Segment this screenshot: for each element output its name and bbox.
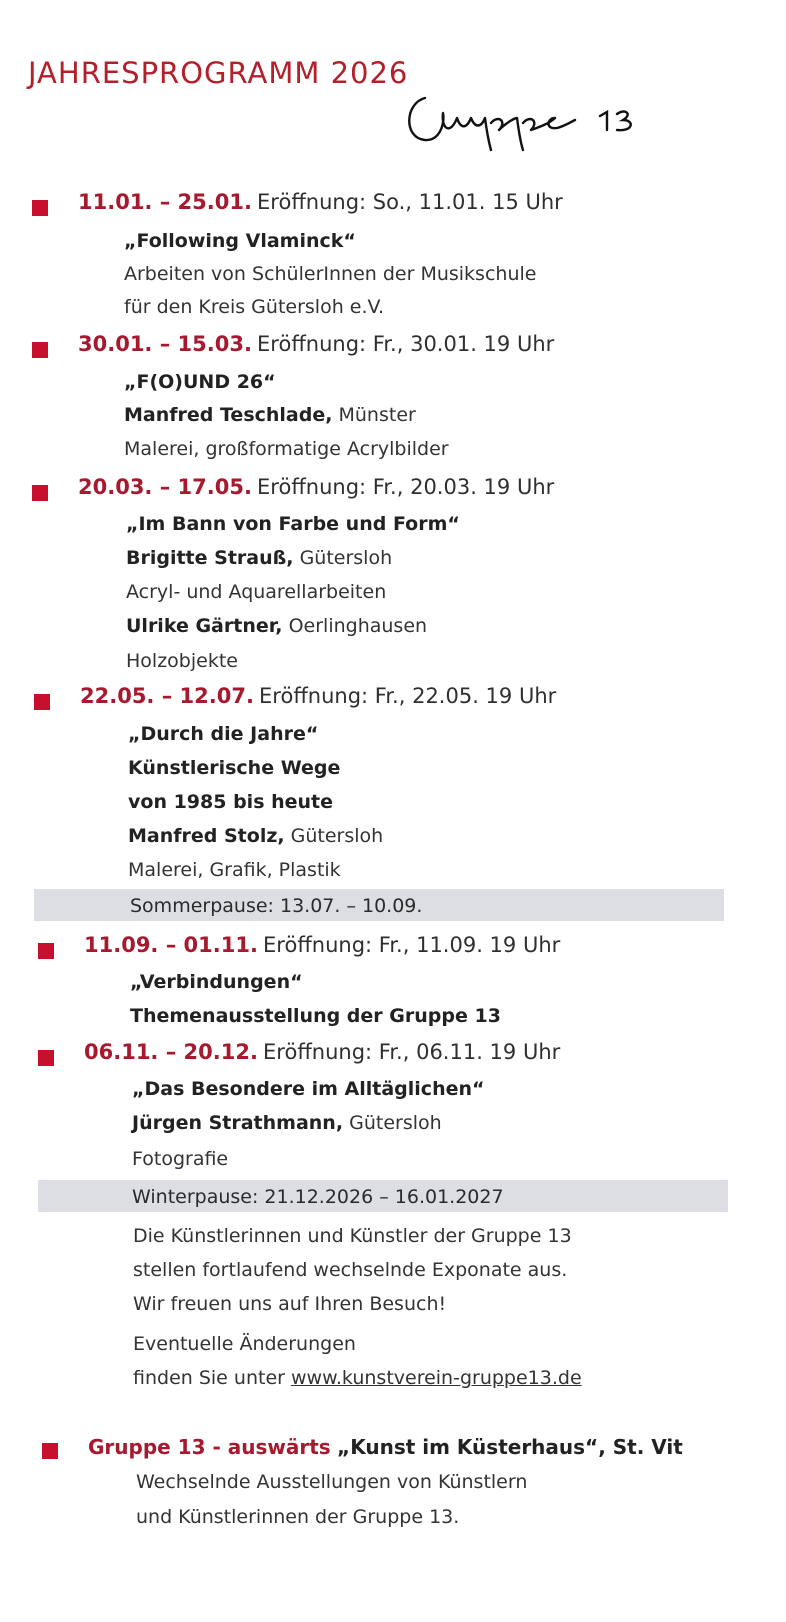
bullet-marker [38, 1050, 54, 1066]
artist-name: Manfred Teschlade, [124, 404, 333, 426]
opening-info: Eröffnung: Fr., 06.11. 19 Uhr [263, 1040, 561, 1064]
exhibition-description: Acryl- und Aquarellarbeiten [126, 581, 387, 603]
outside-venue: „Kunst im Küsterhaus“, St. Vit [337, 1435, 683, 1459]
note-line: Wir freuen uns auf Ihren Besuch! [133, 1293, 447, 1315]
bullet-marker [34, 694, 50, 710]
artist-place: Gütersloh [299, 547, 393, 569]
artist-name: Brigitte Strauß, [126, 547, 294, 569]
summer-pause-text: Sommerpause: 13.07. – 10.09. [130, 895, 423, 917]
website-link[interactable]: www.kunstverein-gruppe13.de [291, 1367, 582, 1389]
outside-description: Wechselnde Ausstellungen von Künstlern [136, 1471, 528, 1493]
artist-place: Gütersloh [290, 825, 384, 847]
outside-label: Gruppe 13 - auswärts [88, 1435, 331, 1459]
exhibition-title: „Following Vlaminck“ [124, 230, 356, 252]
bullet-marker [32, 200, 48, 216]
artist-name: Jürgen Strathmann, [132, 1112, 344, 1134]
exhibition-title: „F(O)UND 26“ [124, 371, 276, 393]
exhibition-dates: 06.11. – 20.12. [84, 1040, 258, 1064]
exhibition-dates: 11.09. – 01.11. [84, 933, 258, 957]
artist-place: Münster [338, 404, 416, 426]
exhibition-description: Malerei, Grafik, Plastik [128, 859, 341, 881]
exhibition-subtitle: von 1985 bis heute [128, 791, 334, 813]
note-link-line [133, 1367, 582, 1389]
note-link-prefix: finden Sie unter [133, 1367, 285, 1389]
note-line: Eventuelle Änderungen [133, 1333, 356, 1355]
exhibition-dates: 30.01. – 15.03. [78, 332, 252, 356]
handwritten-signature [395, 78, 655, 158]
winter-pause-text: Winterpause: 21.12.2026 – 16.01.2027 [132, 1186, 504, 1208]
note-line: Die Künstlerinnen und Künstler der Gruppe 13 [133, 1225, 572, 1247]
opening-info: Eröffnung: Fr., 22.05. 19 Uhr [259, 684, 557, 708]
exhibition-title: „Das Besondere im Alltäglichen“ [132, 1078, 485, 1100]
opening-info: Eröffnung: Fr., 30.01. 19 Uhr [257, 332, 555, 356]
artist-line [126, 547, 392, 569]
exhibition-description: Fotografie [132, 1148, 229, 1170]
bullet-marker [38, 943, 54, 959]
winter-pause-band [38, 1180, 728, 1212]
exhibition-dates: 20.03. – 17.05. [78, 475, 252, 499]
artist-line [124, 404, 416, 426]
note-line: stellen fortlaufend wechselnde Exponate aus. [133, 1259, 568, 1281]
exhibition-title: „Durch die Jahre“ [128, 723, 319, 745]
exhibition-title: „Verbindungen“ [130, 971, 303, 993]
artist-line [132, 1112, 442, 1134]
exhibition-dates: 22.05. – 12.07. [80, 684, 254, 708]
artist-line [128, 825, 383, 847]
exhibition-dates: 11.01. – 25.01. [78, 190, 252, 214]
exhibition-description: Malerei, großformatige Acrylbilder [124, 438, 449, 460]
exhibition-description: Holzobjekte [126, 650, 238, 672]
artist-name: Manfred Stolz, [128, 825, 285, 847]
artist-name: Ulrike Gärtner, [126, 615, 283, 637]
artist-line [126, 615, 427, 637]
bullet-marker [32, 485, 48, 501]
exhibition-subtitle: Künstlerische Wege [128, 757, 341, 779]
exhibition-description: für den Kreis Gütersloh e.V. [124, 296, 385, 318]
exhibition-subtitle: Themenausstellung der Gruppe 13 [130, 1005, 501, 1027]
artist-place: Gütersloh [349, 1112, 442, 1134]
page-title: JAHRESPROGRAMM 2026 [28, 56, 409, 90]
outside-description: und Künstlerinnen der Gruppe 13. [136, 1506, 460, 1528]
exhibition-description: Arbeiten von SchülerInnen der Musikschule [124, 263, 537, 285]
opening-info: Eröffnung: Fr., 20.03. 19 Uhr [257, 475, 555, 499]
opening-info: Eröffnung: So., 11.01. 15 Uhr [257, 190, 563, 214]
artist-place: Oerlinghausen [288, 615, 428, 637]
bullet-marker [32, 342, 48, 358]
exhibition-title: „Im Bann von Farbe und Form“ [126, 513, 460, 535]
summer-pause-band [34, 889, 724, 921]
bullet-marker [42, 1443, 58, 1459]
opening-info: Eröffnung: Fr., 11.09. 19 Uhr [263, 933, 561, 957]
